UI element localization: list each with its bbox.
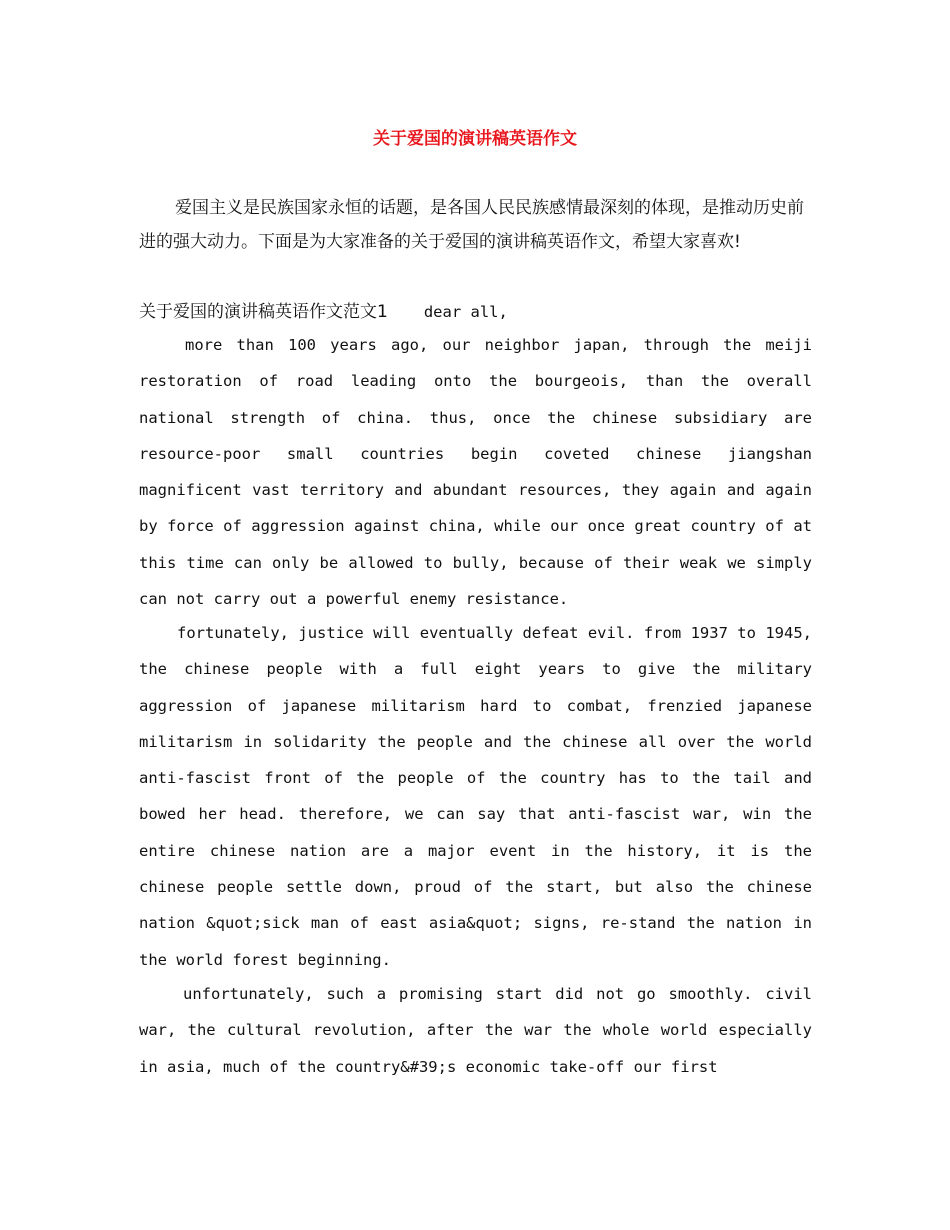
intro-paragraph: 爱国主义是民族国家永恒的话题，是各国人民民族感情最深刻的体现，是推动历史前进的强大动力。下面是为大家准备的关于爱国的演讲稿英语作文，希望大家喜欢!	[139, 198, 804, 252]
body-paragraph-1: more than 100 years ago, our neighbor japan, through the meiji restoration of road leading onto the bourgeois, than the overall national strength of china. thus, once the chinese subsidiary are resource-poor small countries begin coveted chinese jiangshan magnificent vast territory and abundant resources, they again and again by force of aggression against china, while our once great country of at this time can only be allowed to bully, because of their weak we simply can not carry out a powerful enemy resistance.	[139, 336, 812, 609]
document-title: 关于爱国的演讲稿英语作文	[373, 129, 577, 149]
body-paragraph-3: unfortunately, such a promising start did not go smoothly. civil war, the cultural revolution, after the war the whole world especially in asia, much of the country&#39;s economic take-off our first	[139, 985, 812, 1076]
body-paragraph-2: fortunately, justice will eventually defeat evil. from 1937 to 1945, the chinese people with a full eight years to give the military aggression of japanese militarism hard to combat, frenzied japanese militarism in solidarity the people and the chinese all over the world anti-fascist front of the people of the country has to the tail and bowed her head. therefore, we can say that anti-fascist war, win the entire chinese nation are a major event in the history, it is the chinese people settle down, proud of the start, but also the chinese nation &quot;sick man of east asia&quot; signs, re-stand the nation in the world forest beginning.	[139, 624, 812, 969]
sample-heading-line	[139, 295, 812, 329]
salutation: dear all,	[423, 303, 508, 321]
sample-heading: 关于爱国的演讲稿英语作文范文1	[139, 302, 388, 322]
